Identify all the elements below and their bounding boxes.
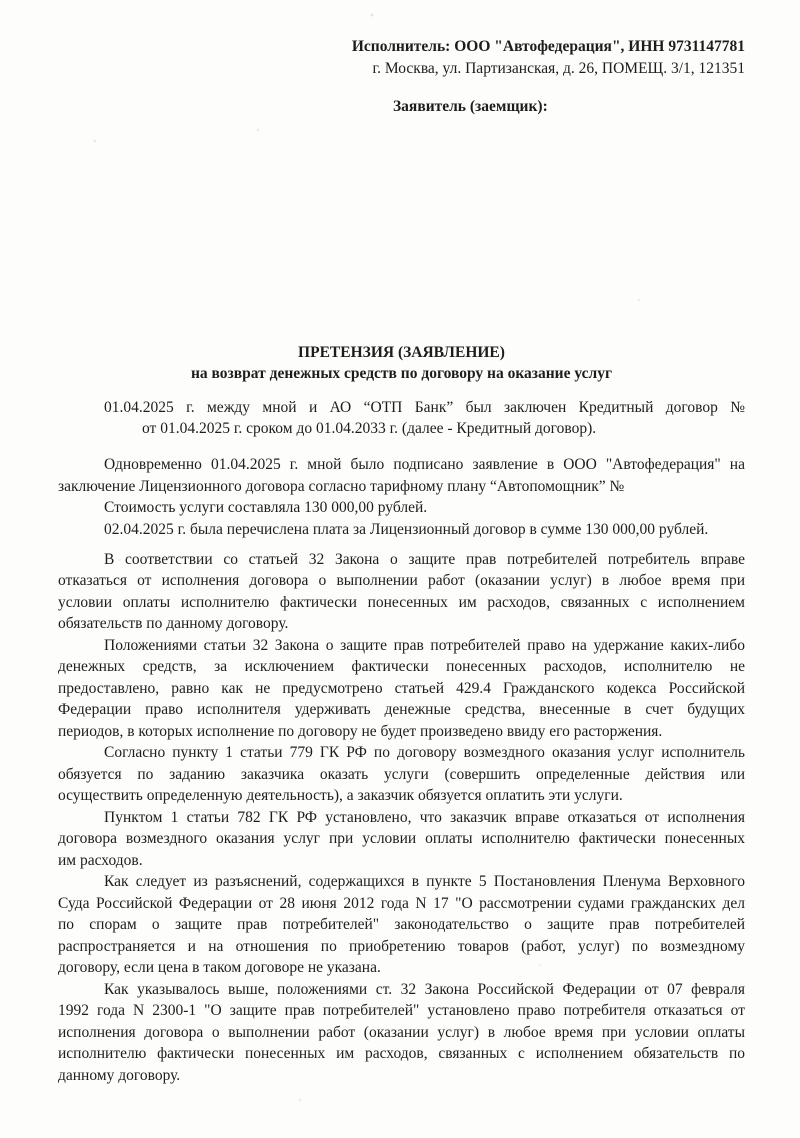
section-legal-grounds	[58, 549, 745, 1087]
paragraph-service-cost: Стоимость услуги составляла 130 000,00 рублей.	[104, 499, 428, 516]
text-line: данному договору.	[58, 1066, 181, 1084]
text-line: Как указывалось выше, положениями ст. 32 Закона Российской Федерации от 07 февраля	[104, 980, 745, 998]
document-header	[58, 36, 745, 117]
text-line: им расходов.	[58, 851, 143, 869]
text-line: осуществить определенную деятельность), а заказчик обязуется оплатить эти услуги.	[58, 787, 623, 804]
text-line: В соответствии со статьей 32 Закона о защите прав потребителей потребитель вправе	[104, 550, 745, 568]
text-line: по спорам о защите прав потребителей" законодательство о защите прав потребителей	[58, 916, 745, 933]
paragraph-supreme-court-plenum	[58, 871, 745, 979]
text-line: Как следует из разъяснений, содержащихся в пункте 5 Постановления Пленума Верховного	[104, 873, 745, 890]
text-line: 01.04.2025 г. между мной и АО “ОТП Банк” был заключен Кредитный договор №	[104, 398, 745, 416]
text-line: Одновременно 01.04.2025 г. мной было подписано заявление в ООО "Автофедерация" на	[104, 456, 745, 473]
text-line: Пунктом 1 статьи 782 ГК РФ установлено, что заказчик вправе отказаться от исполнения	[104, 808, 745, 826]
paragraph-license-agreement	[58, 454, 745, 540]
text-line: обязуется по заданию заказчика оказать услуги (совершить определенные действия или	[58, 765, 745, 783]
text-line: обязательств по данному договору.	[58, 615, 289, 632]
paragraph-payment: 02.04.2025 г. была перечислена плата за Лицензионный договор в сумме 130 000,00 рублей.	[104, 520, 709, 538]
applicant-label: Заявитель (заемщик):	[393, 97, 548, 115]
executor-line: Исполнитель: ООО "Автофедерация", ИНН 9731147781	[351, 38, 745, 55]
text-line: Федерации право исполнителя удерживать денежные средства, внесенные в счет будущих	[58, 701, 745, 718]
executor-address-line: г. Москва, ул. Партизанская, д. 26, ПОМЕЩ. 3/1, 121351	[372, 59, 745, 77]
document-title	[58, 342, 745, 385]
text-line: договору, если цена в таком договоре не указана.	[58, 959, 381, 976]
paragraph-civil-code-782	[58, 807, 745, 872]
paragraph-credit-agreement	[58, 397, 745, 440]
text-line: от 01.04.2025 г. сроком до 01.04.2033 г. (далее - Кредитный договор).	[142, 420, 597, 437]
paragraph-civil-code-779	[58, 742, 745, 807]
paragraph-consumer-law-art32	[58, 549, 745, 635]
text-line: Положениями статьи 32 Закона о защите прав потребителей право на удержание каких-либо	[104, 636, 745, 654]
text-line: договора возмездного оказания услуг при условии оплаты исполнителю фактически понесенных	[58, 830, 745, 847]
text-line: периодов, в которых исполнение по договору не будет произведено ввиду его расторжения.	[58, 722, 663, 740]
title-line-1: ПРЕТЕНЗИЯ (ЗАЯВЛЕНИЕ)	[298, 343, 505, 361]
text-line: исполнителю фактически понесенных им расходов, связанных с исполнением обязательств по	[58, 1045, 745, 1062]
text-line: Суда Российской Федерации от 28 июня 2012 года N 17 "О рассмотрении судами гражданских дел	[58, 894, 745, 912]
text-line: Согласно пункту 1 статьи 779 ГК РФ по договору возмездного оказания услуг исполнитель	[104, 744, 745, 761]
text-line: отказаться от исполнения договора о выполнении работ (оказании услуг) в любое время при	[58, 572, 745, 589]
text-line: денежных средств, за исключением фактически понесенных расходов, исполнителю не	[58, 658, 745, 675]
text-line: исполнения договора о выполнении работ (оказании услуг) в любое время при условии оплаты	[58, 1023, 745, 1041]
text-line: предоставлено, равно как не предусмотрено статьей 429.4 Гражданского кодекса Российской	[58, 679, 745, 697]
title-line-2: на возврат денежных средств по договору на оказание услуг	[190, 365, 612, 382]
paragraph-conclusion	[58, 979, 745, 1087]
paragraph-no-retention-right	[58, 635, 745, 743]
text-line: распространяется и на отношения по приобретению товаров (работ, услуг) по возмездному	[58, 937, 745, 955]
text-line: условии оплаты исполнителю фактически понесенных им расходов, связанных с исполнением	[58, 593, 745, 611]
text-line: 1992 года N 2300-1 "О защите прав потребителей" установлено право потребителя отказаться от	[58, 1002, 745, 1019]
text-line: заключение Лицензионного договора согласно тарифному плану “Автопомощник” №	[58, 477, 625, 495]
